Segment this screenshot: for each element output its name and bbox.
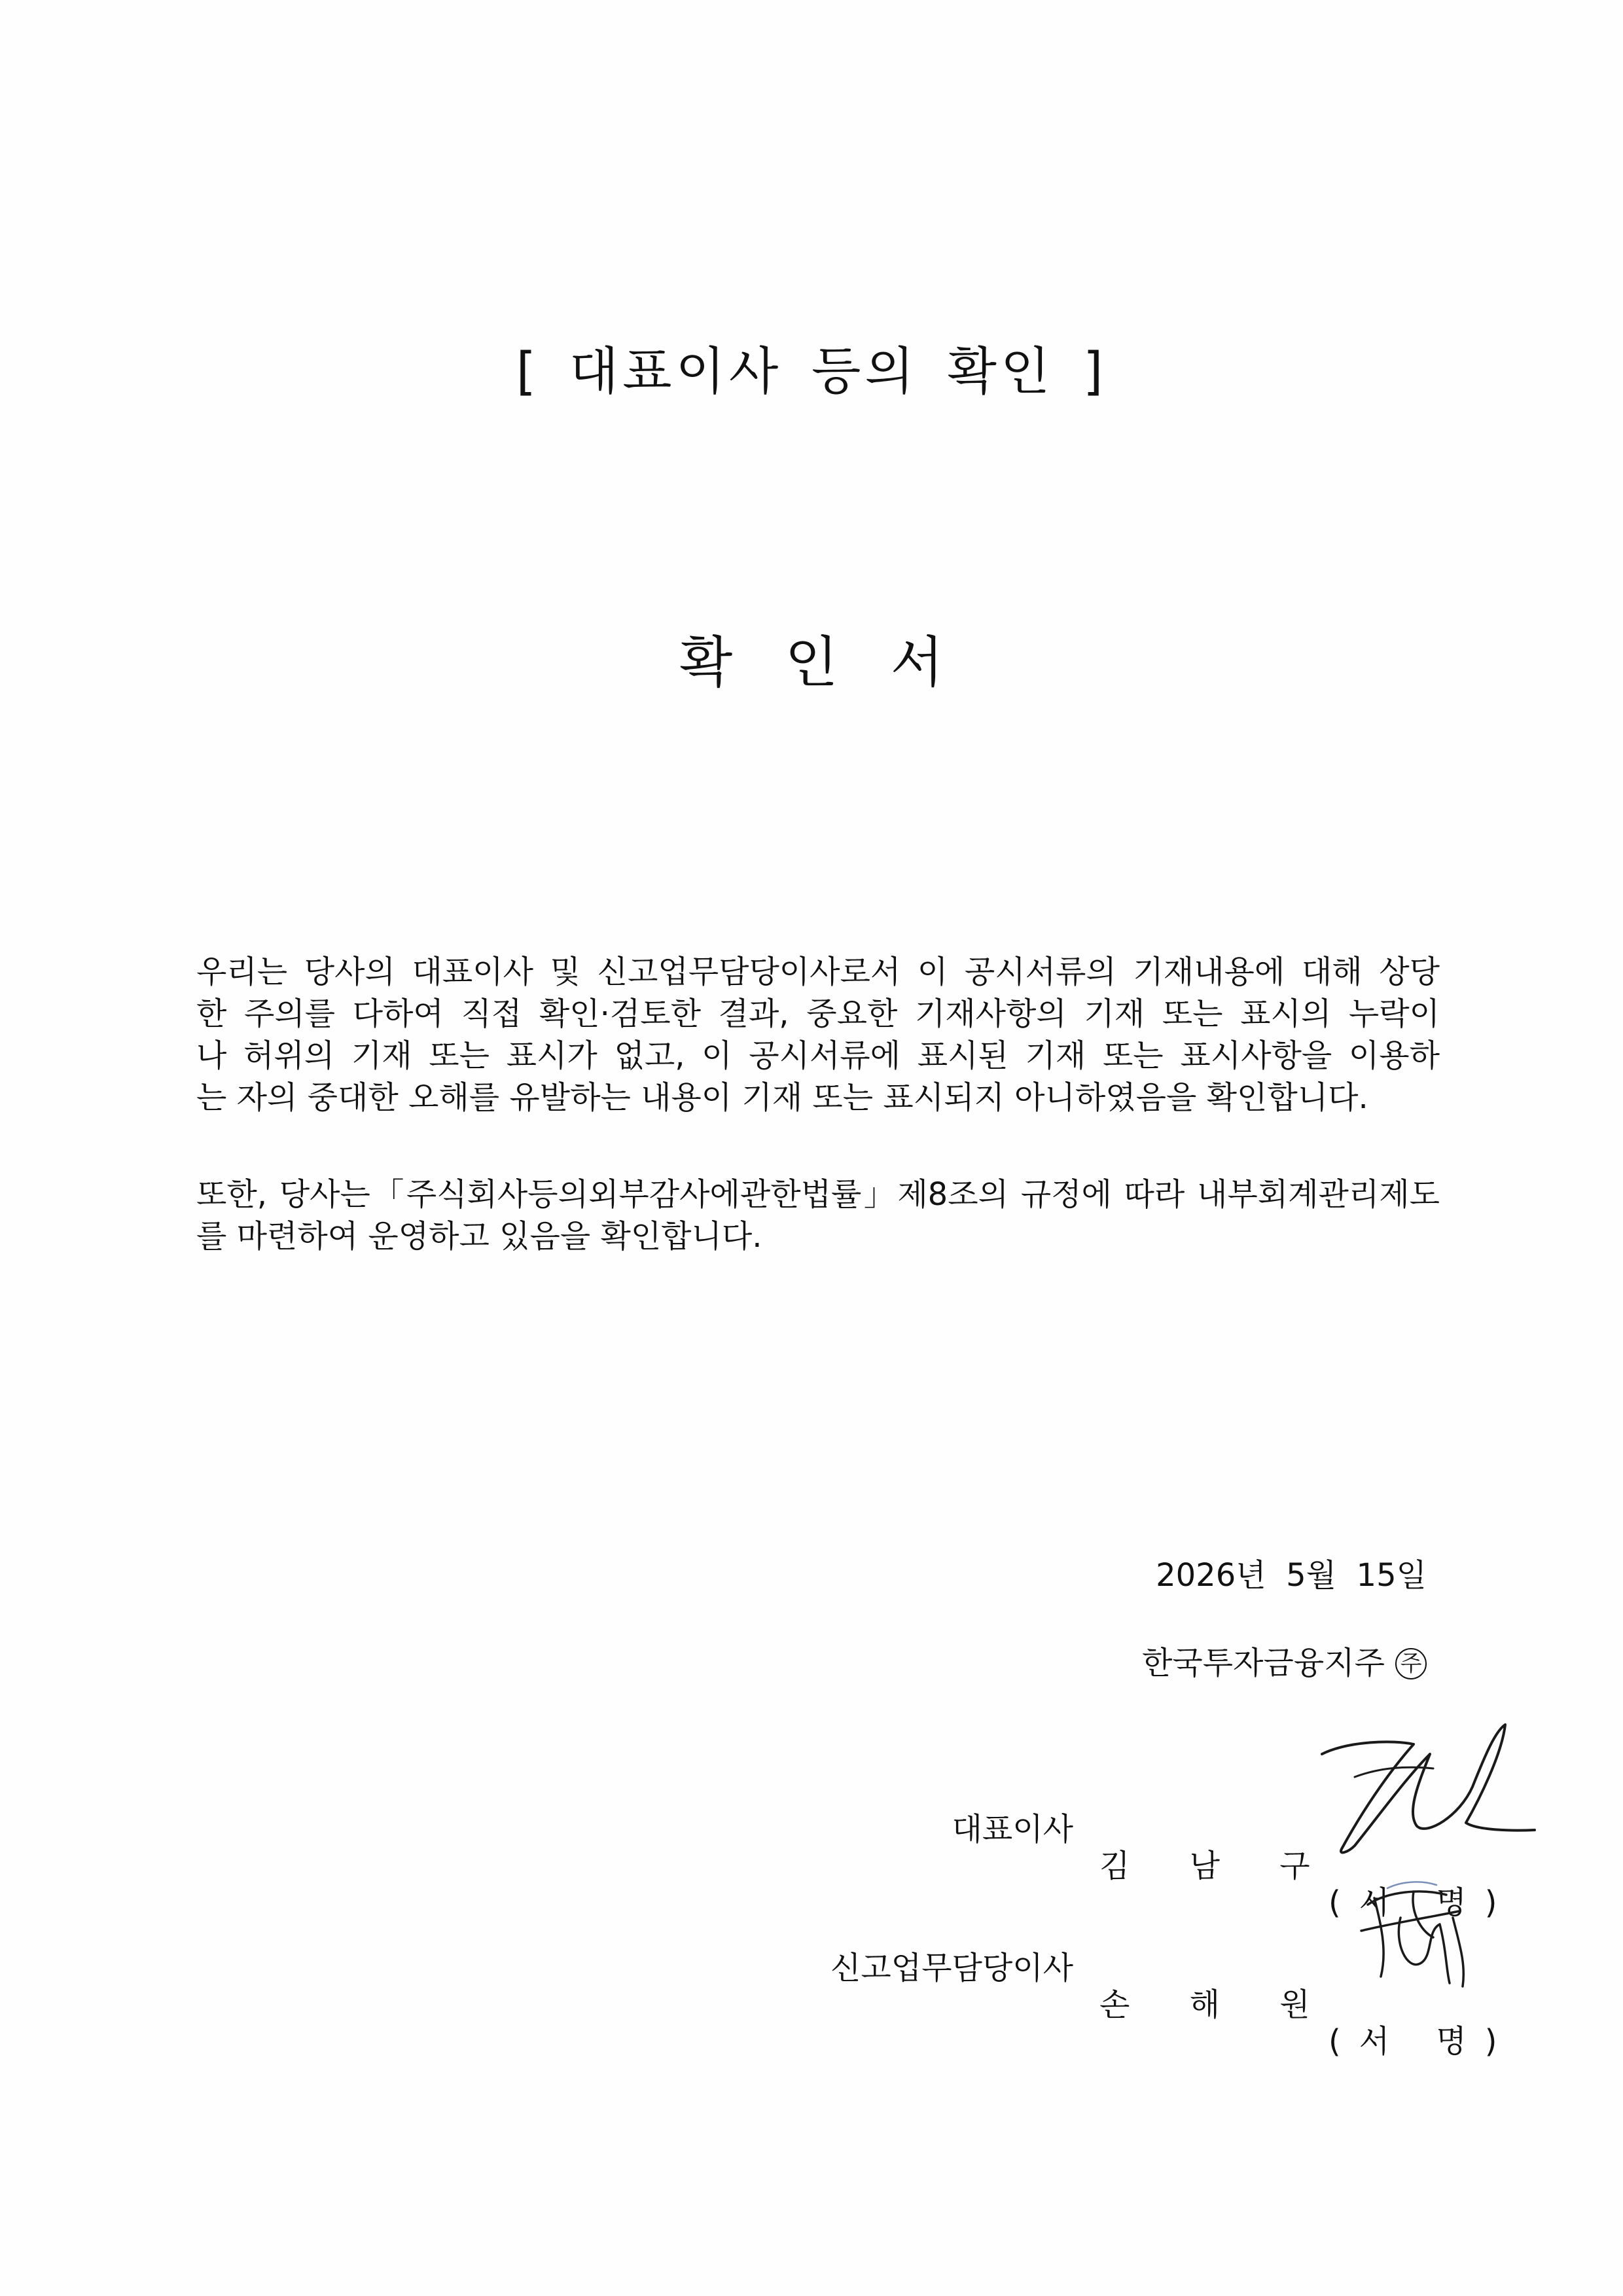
- corporation-mark: 주: [1395, 1648, 1427, 1679]
- section-header-title: [ 대표이사 등의 확인 ]: [516, 342, 1107, 401]
- document-title: 확 인 서: [679, 630, 944, 694]
- signer-role: 신고업무담당이사: [830, 1950, 1073, 1986]
- paragraph-line: 나 허위의 기재 또는 표시가 없고, 이 공시서류에 표시된 기재 또는 표시사항을 이용하: [196, 1037, 1440, 1074]
- document-date: 2026년 5월 15일: [1156, 1557, 1427, 1594]
- paragraph-line: 우리는 당사의 대표이사 및 신고업무담당이사로서 이 공시서류의 기재내용에 대해 상당: [196, 954, 1440, 990]
- signature-placeholder: (서 명): [1329, 1884, 1516, 1921]
- signer-role: 대표이사: [952, 1811, 1073, 1848]
- paragraph-line: 는 자의 중대한 오해를 유발하는 내용이 기재 또는 표시되지 아니하였음을 확인합니다.: [196, 1079, 1368, 1116]
- paragraph-line: 한 주의를 다하여 직접 확인·검토한 결과, 중요한 기재사항의 기재 또는 표시의 누락이: [196, 996, 1440, 1032]
- signature-placeholder: (서 명): [1329, 2023, 1516, 2060]
- paragraph-line: 또한, 당사는「주식회사등의외부감사에관한법률」제8조의 규정에 따라 내부회계관리제도: [196, 1176, 1440, 1213]
- paragraph-line: 를 마련하여 운영하고 있음을 확인합니다.: [196, 1218, 762, 1255]
- company-name-line: [1142, 1638, 1427, 1683]
- internal-control-paragraph: [196, 1174, 1440, 1257]
- signer-row-disclosure-officer: [0, 1906, 1623, 2089]
- signer-name: 김 남 구: [1099, 1848, 1335, 1884]
- signer-name: 손 해 원: [1099, 1986, 1335, 2023]
- confirmation-paragraph: [196, 951, 1440, 1119]
- company-name: 한국투자금융지주: [1142, 1645, 1385, 1681]
